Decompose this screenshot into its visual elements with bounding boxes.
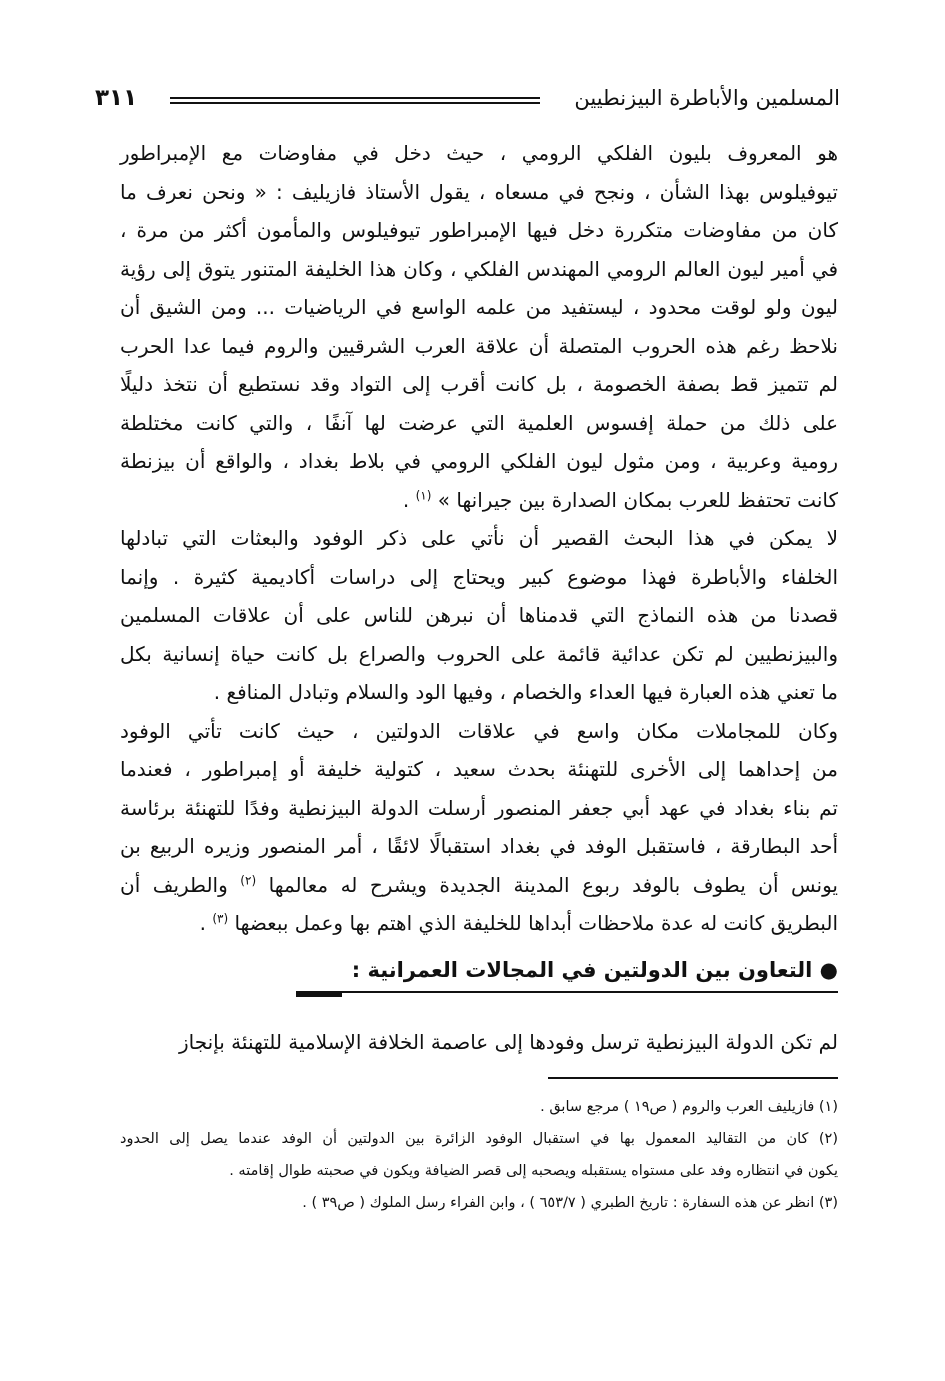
text-line: وكان للمجاملات مكان واسع في علاقات الدولتين ، حيث كانت تأتي الوفود (120, 718, 838, 743)
text-line: تم بناء بغداد في عهد أبي جعفر المنصور أرسلت الدولة البيزنطية وفدًا للتهنئة برئاسة (120, 795, 838, 820)
text-line (120, 866, 838, 905)
text-line: نلاحظ رغم هذه الحروب المتصلة أن علاقة العرب الشرقيين والروم فيما عدا الحرب (120, 333, 838, 358)
footnote-ref-1[interactable]: (١) (415, 487, 432, 502)
footnotes (120, 1091, 838, 1219)
text-line: والبيزنطيين لم تكن عدائية قائمة على الحروب والصراع بل كانت حياة إنسانية بكل (120, 641, 838, 666)
heading-underline-group (120, 991, 838, 1001)
text-line: في أمير ليون العالم الرومي المهندس الفلكي ، وكان هذا الخليفة المتنور يتوق إلى رؤية (120, 256, 838, 281)
text: يونس أن يطوف بالوفد ربوع المدينة الجديدة ويشرح له معالمها (256, 872, 839, 897)
text: البطريق كانت له عدة ملاحظات أبداها للخليفة الذي اهتم بها وعمل ببعضها (228, 911, 838, 935)
text-line: قصدنا من هذه النماذج التي قدمناها أن نبرهن للناس على أن علاقات المسلمين (120, 603, 838, 627)
text-line: رومية وعربية ، ومن مثول ليون الفلكي الرومي في بلاط بغداد ، والواقع أن بيزنطة (120, 449, 838, 473)
text: كانت تحتفظ للعرب بمكان الصدارة بين جيرانها » (437, 487, 838, 512)
text-line: لا يمكن في هذا البحث القصير أن نأتي على ذكر الوفود والبعثات التي تبادلها (120, 526, 838, 550)
footnote-separator (548, 1077, 838, 1079)
text-line: ليون ولو لوقت محدود ، ليستفيد من علمه الواسع في الرياضيات ... ومن الشيق أن (120, 295, 838, 319)
paragraph-2 (120, 519, 838, 712)
text-line: من إحداهما إلى الأخرى للتهنئة بحدث سعيد ، كتولية خليفة أو إمبراطور ، فعندما (120, 757, 838, 781)
text-line: على ذلك من حملة إفسوس العلمية التي عرضت لها آنفًا ، والتي كانت مختلطة (120, 410, 838, 435)
text-line: هو المعروف بليون الفلكي الرومي ، حيث دخل في مفاوضات مع الإمبراطور (120, 141, 838, 165)
text-line: ما تعني هذه العبارة فيها العداء والخصام ، وفيها الود والسلام وتبادل المنافع . (213, 680, 838, 704)
running-title: المسلمين والأباطرة البيزنطيين (574, 86, 840, 110)
heading-underline-accent (296, 991, 342, 997)
footnote-ref-2[interactable]: (٢) (240, 872, 257, 887)
footnote-ref-3[interactable]: (٣) (212, 911, 229, 926)
paragraph-1 (120, 134, 838, 519)
running-header (95, 80, 840, 116)
heading-underline (296, 991, 838, 993)
footnote-2-cont: يكون في انتظاره وفد على مستواه يستقبله ويصحبه إلى قصر الضيافة ويكون في صحبته طوال إقامته . (229, 1163, 838, 1179)
text-line: أحد البطارقة ، فاستقبل الوفد في بغداد استقبالًا لائقًا ، أمر المنصور وزيره الربيع بن (120, 834, 838, 858)
text-line: الخلفاء والأباطرة فهذا موضوع كبير ويحتاج إلى دراسات أكاديمية كثيرة . وإنما (120, 564, 838, 589)
text-line: تيوفيلوس بهذا الشأن ، ونجح في مسعاه ، يقول الأستاذ فازيليف : « ونحن نعرف ما (120, 179, 838, 204)
footnote-3: (٣) انظر عن هذه السفارة : تاريخ الطبري ( ٦٥٣/٧ ) ، وابن الفراء رسل الملوك ( ص٣٩ ) . (302, 1195, 838, 1211)
text: والطريف أن (120, 872, 241, 897)
section-heading: ● التعاون بين الدولتين في المجالات العمرانية : (351, 957, 838, 982)
text: . (402, 487, 416, 512)
text-line: كان من مفاوضات متكررة دخل فيها الإمبراطور تيوفيلوس والمأمون أكثر من مرة ، (120, 218, 838, 242)
page-body (120, 134, 838, 1219)
footnote-1: (١) فازيليف العرب والروم ( ص١٩ ) مرجع سابق . (540, 1099, 838, 1115)
text-line (120, 481, 838, 520)
paragraph-4: لم تكن الدولة البيزنطية ترسل وفودها إلى عاصمة الخلافة الإسلامية للتهنئة بإنجاز (178, 1029, 838, 1054)
text-line: لم تتميز قط بصفة الخصومة ، بل كانت أقرب إلى التواد وقد نستطيع أن نتخذ دليلًا (120, 372, 838, 396)
text: . (199, 911, 213, 935)
header-double-rule (170, 97, 540, 104)
footnote-2: (٢) كان من التقاليد المعمول بها في استقبال الوفود الزائرة بين الدولتين أن الوفد عندما يصل إلى الحدود (120, 1131, 838, 1147)
page-number: ٣١١ (95, 85, 138, 111)
text-line (120, 904, 838, 943)
paragraph-3 (120, 712, 838, 943)
